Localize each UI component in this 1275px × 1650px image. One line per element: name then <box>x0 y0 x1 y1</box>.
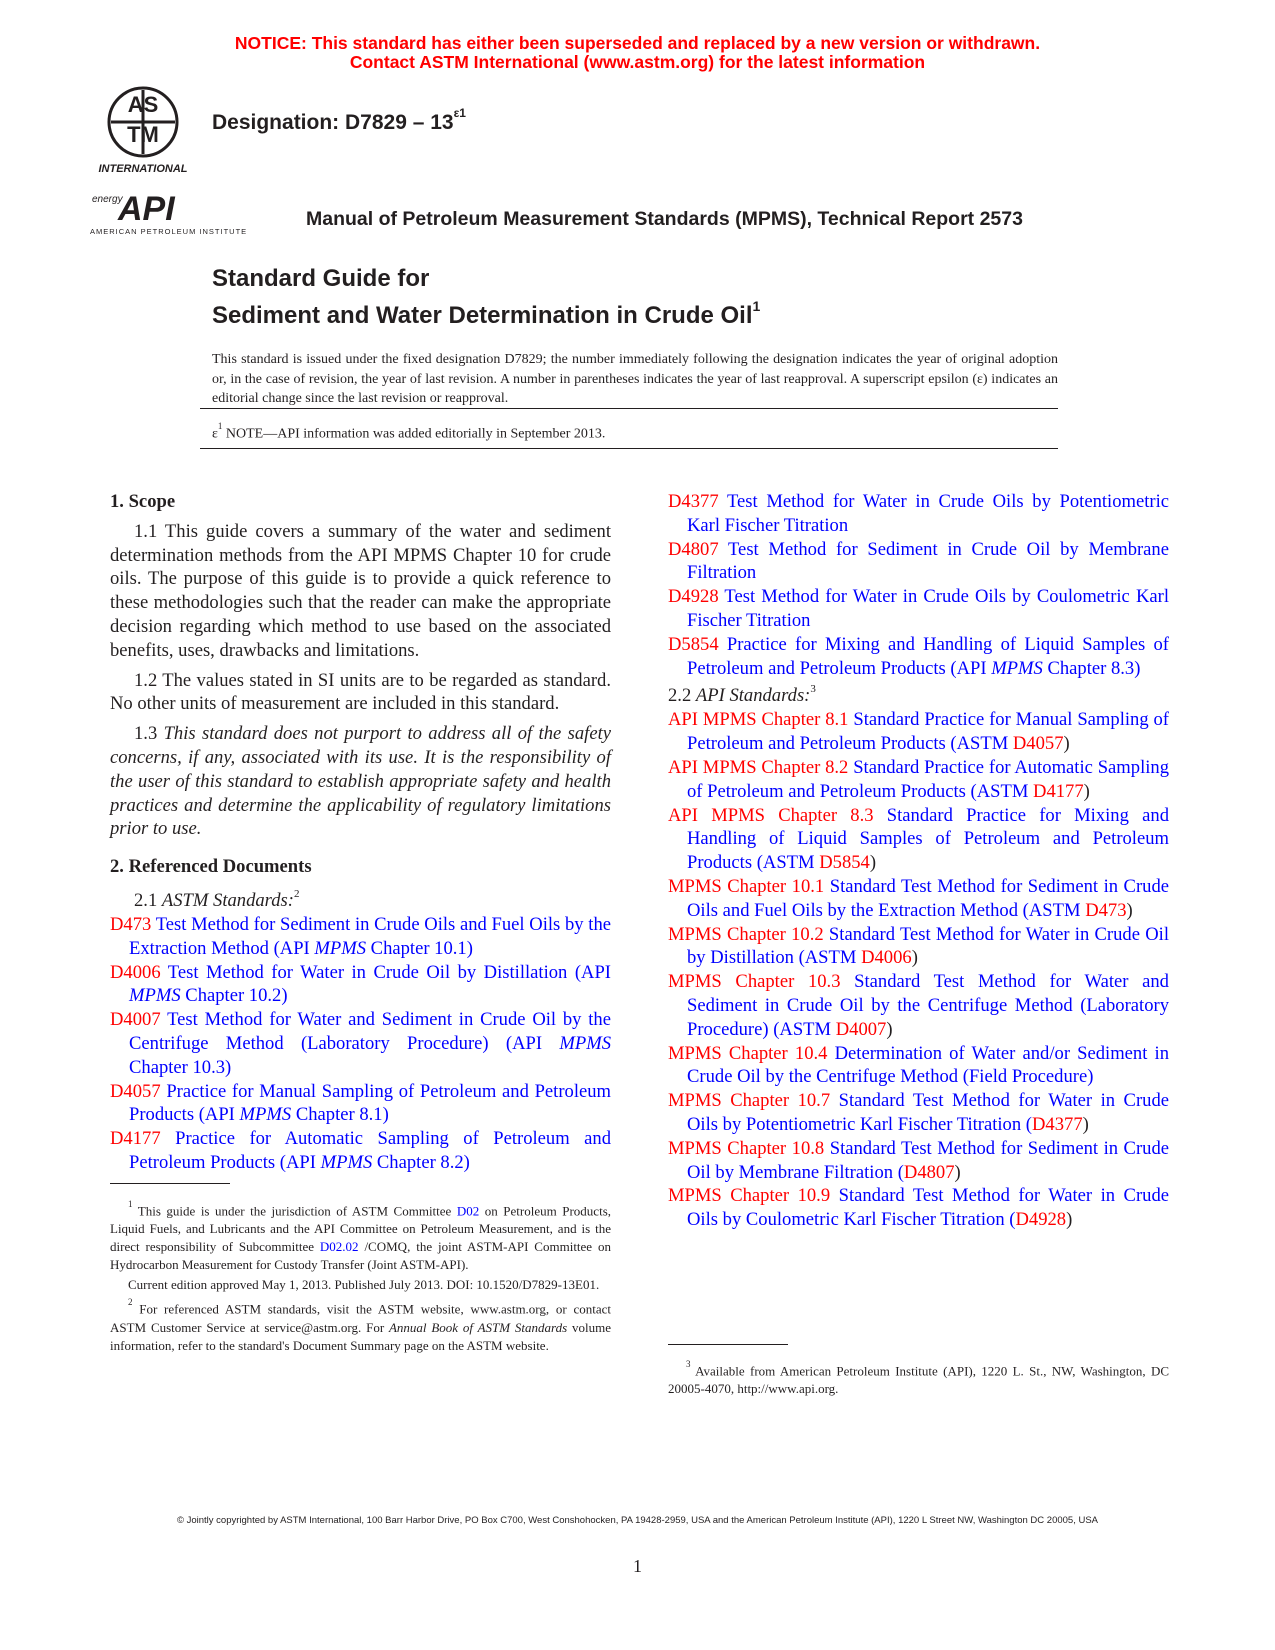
api-logo <box>86 188 306 244</box>
title-line-2: Sediment and Water Determination in Crude Oil$^1$ <box>212 298 761 329</box>
reference-code-link[interactable]: D4177 <box>110 1128 161 1150</box>
astm-crossref-link[interactable]: D4928 <box>1015 1209 1067 1231</box>
astm-crossref-link[interactable]: D4807 <box>903 1161 955 1183</box>
api-reference <box>668 1137 1169 1185</box>
closing-paren: ) <box>1126 899 1133 921</box>
reference-title-link[interactable]: Test Method for Water in Crude Oils by Potentiometric Karl Fischer Titration <box>687 491 1169 536</box>
api-chapter-link[interactable]: MPMS Chapter 10.8 <box>668 1137 825 1159</box>
closing-paren: ) <box>1083 780 1090 802</box>
closing-paren: ) <box>886 1018 893 1040</box>
api-logo-text: API <box>118 190 175 228</box>
title-footnote-ref[interactable]: 1 <box>752 298 761 314</box>
astm-ref-list <box>110 913 611 1175</box>
reference-chapter-link[interactable]: Chapter 10.1) <box>366 937 473 959</box>
refdocs-heading: 2. Referenced Documents <box>110 856 312 878</box>
astm-crossref-link[interactable]: D5854 <box>819 852 870 874</box>
api-ref-list <box>668 708 1169 1232</box>
editorial-note: $\varepsilon^1$ NOTE—API information was added editorially in September 2013. <box>212 421 606 442</box>
reference-code-link[interactable]: D4928 <box>668 586 719 608</box>
reference-code-link[interactable]: D4007 <box>110 1009 161 1031</box>
mpms-label[interactable]: MPMS <box>129 985 181 1007</box>
api-chapter-link[interactable]: MPMS Chapter 10.4 <box>668 1042 828 1064</box>
reference-code-link[interactable]: D4807 <box>668 538 719 560</box>
api-reference <box>668 923 1169 971</box>
astm-reference <box>668 490 1169 538</box>
reference-code-link[interactable]: D4057 <box>110 1080 161 1102</box>
astm-crossref-link[interactable]: D4007 <box>835 1018 887 1040</box>
astm-reference <box>110 961 611 1009</box>
mpms-label[interactable]: MPMS <box>559 1032 611 1054</box>
api-logo-sub: AMERICAN PETROLEUM INSTITUTE <box>90 227 248 236</box>
closing-paren: ) <box>1063 733 1070 755</box>
divider <box>200 448 1058 449</box>
api-title-link[interactable]: Standard Test Method for Water in Crude Oils by Coulometric Karl Fischer Titration ( <box>687 1185 1169 1231</box>
mpms-label[interactable]: MPMS <box>320 1151 373 1173</box>
astm-reference <box>110 1127 611 1175</box>
api-chapter-link[interactable]: MPMS Chapter 10.1 <box>668 875 825 897</box>
api-chapter-link[interactable]: MPMS Chapter 10.3 <box>668 971 841 993</box>
astm-crossref-link[interactable]: D4177 <box>1033 780 1084 802</box>
astm-logo-text: INTERNATIONAL <box>98 163 188 175</box>
astm-reference <box>110 1080 611 1128</box>
reference-title-link[interactable]: Test Method for Water in Crude Oil by Distillation (API <box>160 961 611 983</box>
svg-text:AS: AS <box>127 92 159 117</box>
api-title-link[interactable]: Determination of Water and/or Sediment in Crude Oil by the Centrifuge Method (Field Procedure) <box>687 1042 1170 1088</box>
reference-title-link[interactable]: Test Method for Water in Crude Oils by Coulometric Karl Fischer Titration <box>687 586 1169 631</box>
api-title-link[interactable]: Standard Test Method for Sediment in Crude Oil by Membrane Filtration ( <box>687 1137 1169 1183</box>
api-chapter-link[interactable]: MPMS Chapter 10.7 <box>668 1090 831 1112</box>
designation-label: Designation: D7829 – 13 <box>212 111 454 134</box>
api-title-link[interactable]: Standard Test Method for Water and Sediment in Crude Oil by the Centrifuge Method (Laboratory Procedure) (ASTM <box>687 971 1169 1040</box>
api-standards-heading: 2.2 API Standards:$^3$ <box>668 683 816 707</box>
api-reference <box>668 756 1169 804</box>
closing-paren: ) <box>1082 1113 1089 1135</box>
scope-heading: 1. Scope <box>110 491 176 512</box>
astm-standards-heading: 2.1 ASTM Standards:$^2$ <box>134 887 300 912</box>
api-reference <box>668 970 1169 1041</box>
reference-title-link[interactable]: Practice for Mixing and Handling of Liquid Samples of Petroleum and Petroleum Products (API <box>687 633 1169 679</box>
mpms-title: Manual of Petroleum Measurement Standards (MPMS), Technical Report 2573 <box>306 208 1023 230</box>
api-reference <box>668 708 1169 756</box>
footnote-1: $^1$ This guide is under the jurisdiction of ASTM Committee D02 on Petroleum Products, Liquid Fuels, and Lubricants and the API Committee on Petroleum Measurement, and is the direct responsibility of Subcommittee D02.02 /COMQ, the joint ASTM-API Committee on Hydrocarbon Measurement for Custody Transfer (Joint ASTM-API). <box>110 1199 611 1273</box>
api-chapter-link[interactable]: MPMS Chapter 10.9 <box>668 1185 831 1207</box>
mpms-label[interactable]: MPMS <box>239 1104 292 1126</box>
committee-link[interactable]: D02 <box>456 1203 480 1219</box>
astm-crossref-link[interactable]: D473 <box>1085 899 1127 921</box>
withdrawal-notice <box>0 34 1275 72</box>
api-title-link[interactable]: Standard Practice for Mixing and Handling of Liquid Samples of Petroleum and Petroleum Products (ASTM <box>687 804 1169 874</box>
title-line-1: Standard Guide for <box>212 265 430 292</box>
scope-1-1: 1.1 This guide covers a summary of the water and sediment determination methods from the API MPMS Chapter 10 for crude oils. The purpose of this guide is to provide a quick reference to these methodologies such that the reader can make the appropriate decision regarding which method to use based on the associated benefits, uses, drawbacks and limitations. <box>110 520 611 661</box>
footnotes-right <box>668 1358 1169 1400</box>
reference-chapter-link[interactable]: Chapter 8.3) <box>1042 657 1141 679</box>
api-title-link[interactable]: Standard Test Method for Water in Crude Oils by Potentiometric Karl Fischer Titration ( <box>687 1090 1169 1135</box>
footnote-1-edition: Current edition approved May 1, 2013. Published July 2013. DOI: 10.1520/D7829-13E01. <box>128 1277 600 1293</box>
api-reference <box>668 1089 1169 1137</box>
astm-crossref-link[interactable]: D4377 <box>1032 1113 1083 1135</box>
astm-reference <box>668 538 1169 586</box>
divider <box>200 408 1058 409</box>
reference-chapter-link[interactable]: Chapter 8.2) <box>372 1151 470 1173</box>
api-reference <box>668 1184 1169 1232</box>
footnote-2: $^2$ For referenced ASTM standards, visit the ASTM website, www.astm.org, or contact ASTM Customer Service at service@astm.org. For Annual Book of ASTM Standards volume information, refer to the standard's Document Summary page on the ASTM website. <box>110 1297 612 1353</box>
api-logo-energy: energy <box>92 194 123 205</box>
footnote-3: $^3$ Available from American Petroleum Institute (API), 1220 L. St., NW, Washington, DC 20005-4070, http://www.api.org. <box>668 1359 1169 1397</box>
astm-crossref-link[interactable]: D4057 <box>1012 733 1064 755</box>
reference-title-link[interactable]: Test Method for Sediment in Crude Oils and Fuel Oils by the Extraction Method (API <box>129 913 611 959</box>
svg-text:TM: TM <box>127 122 159 147</box>
reference-title-link[interactable]: Test Method for Sediment in Crude Oil by Membrane Filtration <box>687 538 1169 584</box>
reference-title-link[interactable]: Test Method for Water and Sediment in Crude Oil by the Centrifuge Method (Laboratory Procedure) (API <box>129 1009 611 1054</box>
closing-paren: ) <box>911 947 918 969</box>
api-title-link[interactable]: Standard Test Method for Water in Crude Oil by Distillation (ASTM <box>687 923 1169 969</box>
designation-epsilon: ε1 <box>453 106 466 120</box>
api-title-link[interactable]: Standard Test Method for Sediment in Crude Oils and Fuel Oils by the Extraction Method (ASTM <box>687 875 1169 921</box>
reference-code-link[interactable]: D473 <box>110 913 152 935</box>
designation <box>212 106 466 135</box>
closing-paren: ) <box>954 1161 961 1183</box>
astm-ref-list-continued <box>668 490 1169 680</box>
copyright-line: © Jointly copyrighted by ASTM International, 100 Barr Harbor Drive, PO Box C700, West Conshohocken, PA 19428-2959, USA and the American Petroleum Institute (API), 1220 L Street NW, Washington DC 20005, USA <box>176 1515 1099 1526</box>
scope-1-3: 1.3 This standard does not purport to address all of the safety concerns, if any, associated with its use. It is the responsibility of the user of this standard to establish appropriate safety and health practices and determine the applicability of regulatory limitations prior to use. <box>110 723 611 840</box>
scope-1-2: 1.2 The values stated in SI units are to be regarded as standard. No other units of measurement are included in this standard. <box>110 669 611 715</box>
standard-title <box>212 263 760 331</box>
api-chapter-link[interactable]: API MPMS Chapter 8.3 <box>668 804 874 826</box>
reference-title-link[interactable]: Practice for Automatic Sampling of Petroleum and Petroleum Products (API <box>129 1128 611 1173</box>
footnote-rule <box>668 1344 788 1345</box>
mpms-label[interactable]: MPMS <box>314 937 367 959</box>
api-title-link[interactable]: Standard Practice for Automatic Sampling of Petroleum and Petroleum Products (ASTM <box>687 756 1169 802</box>
notice-line-1: NOTICE: This standard has either been superseded and replaced by a new version or withdrawn. <box>234 33 1041 53</box>
closing-paren: ) <box>1066 1209 1073 1231</box>
mpms-label[interactable]: MPMS <box>991 657 1043 679</box>
closing-paren: ) <box>869 852 877 874</box>
api-chapter-link[interactable]: API MPMS Chapter 8.2 <box>668 756 849 778</box>
page-number: 1 <box>633 1556 642 1576</box>
api-reference <box>668 804 1169 875</box>
api-chapter-link[interactable]: API MPMS Chapter 8.1 <box>668 709 849 731</box>
astm-crossref-link[interactable]: D4006 <box>861 947 912 969</box>
reference-chapter-link[interactable]: Chapter 8.1) <box>291 1104 389 1126</box>
api-chapter-link[interactable]: MPMS Chapter 10.2 <box>668 923 824 945</box>
reference-code-link[interactable]: D4006 <box>110 961 161 983</box>
notice-line-2: Contact ASTM International (www.astm.org) for the latest information <box>349 52 926 72</box>
reference-title-link[interactable]: Practice for Manual Sampling of Petroleum and Petroleum Products (API <box>129 1080 611 1126</box>
reference-code-link[interactable]: D5854 <box>668 633 719 655</box>
right-column <box>668 490 1169 1232</box>
reference-code-link[interactable]: D4377 <box>668 491 719 512</box>
reference-chapter-link[interactable]: Chapter 10.2) <box>180 985 288 1007</box>
subcommittee-link[interactable]: D02.02 <box>319 1239 359 1255</box>
left-column <box>110 490 611 1175</box>
astm-reference <box>668 633 1169 681</box>
astm-logo <box>95 82 197 178</box>
astm-reference <box>668 585 1169 633</box>
api-reference <box>668 1042 1169 1090</box>
astm-reference <box>110 913 611 961</box>
issue-paragraph: This standard is issued under the fixed designation D7829; the number immediately following the designation indicates the year of original adoption or, in the case of revision, the year of last revision. A number in parentheses indicates the year of last reapproval. A superscript epsilon (ε) indicates an editorial change since the last revision or reapproval. <box>212 352 1058 406</box>
api-title-link[interactable]: Standard Practice for Manual Sampling of Petroleum and Petroleum Products (ASTM <box>687 709 1169 755</box>
astm-reference <box>110 1008 611 1079</box>
api-reference <box>668 875 1169 923</box>
footnotes-left <box>110 1198 611 1357</box>
reference-chapter-link[interactable]: Chapter 10.3) <box>129 1056 232 1078</box>
footnote-rule <box>110 1183 230 1184</box>
